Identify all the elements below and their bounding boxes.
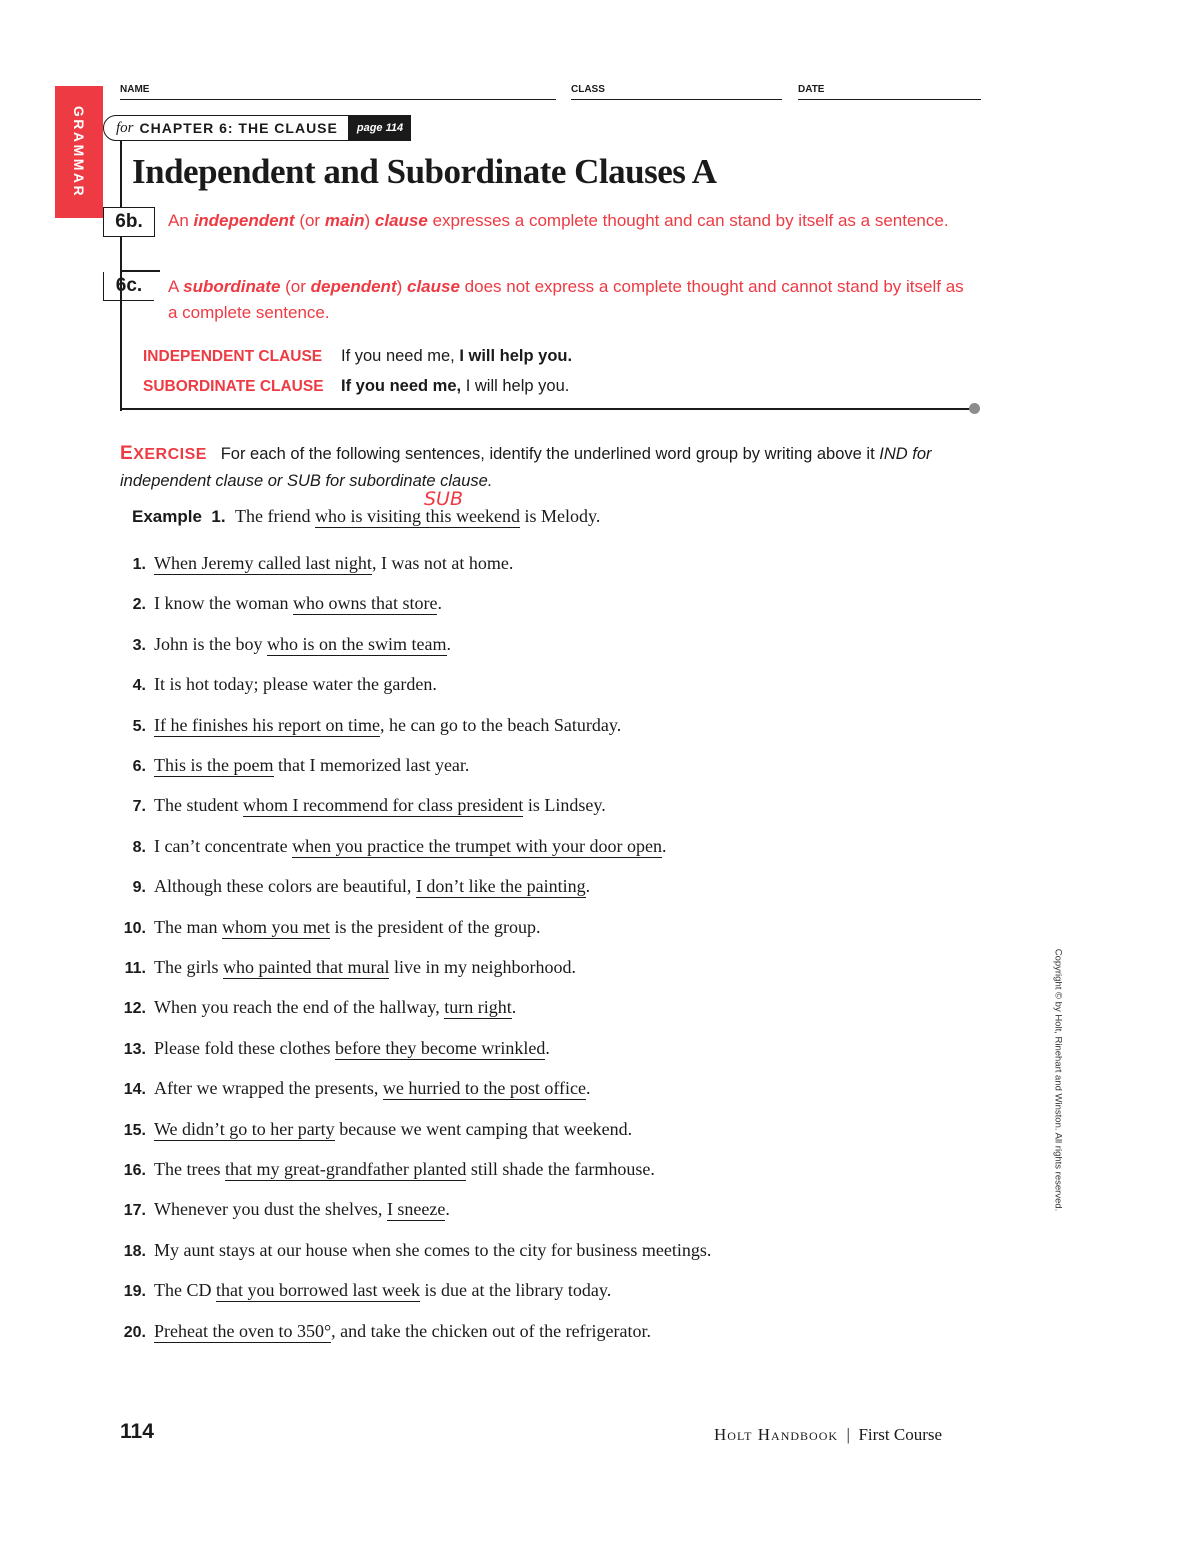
item-underlined-clause: Preheat the oven to 350°	[154, 1320, 332, 1341]
item-text-after: .	[545, 1037, 550, 1058]
item-text-after: still shade the farmhouse.	[466, 1159, 655, 1179]
exercise-item	[110, 1159, 810, 1180]
item-number: 4.	[132, 677, 146, 695]
item-number: 5.	[132, 717, 146, 735]
exercise-item	[110, 1038, 810, 1059]
exercise-item	[110, 1280, 810, 1301]
exercise-item	[110, 957, 810, 978]
item-text-after: is the president of the group.	[329, 916, 541, 937]
item-text-after: .	[445, 1199, 450, 1220]
example-answer-handwritten: SUB	[424, 488, 464, 510]
exercise-item	[110, 795, 810, 816]
item-underlined-clause: who is on the swim team	[267, 633, 447, 654]
item-text-before: It is hot today; please water the garden.	[154, 674, 437, 695]
exercise-item	[110, 1321, 810, 1342]
exercise-item	[110, 1078, 810, 1099]
rule-tag-6c: 6c.	[103, 272, 154, 301]
item-text-after: .	[437, 593, 442, 614]
chapter-page: page 114	[349, 115, 411, 141]
item-text-after: .	[585, 876, 591, 897]
exercise-item	[110, 917, 810, 938]
item-text-after: is due at the library today.	[419, 1280, 612, 1301]
item-text-after: , and take the chicken out of the refrigerator.	[331, 1320, 652, 1341]
item-underlined-clause: when you practice the trumpet with your door open	[292, 835, 662, 856]
item-text-after: is Lindsey.	[523, 795, 606, 816]
rule-tag-6b: 6b.	[103, 207, 155, 237]
item-underlined-clause: This is the poem	[154, 755, 274, 775]
exercise-heading: EXERCISE	[120, 443, 207, 464]
item-underlined-clause: who owns that store	[292, 593, 438, 614]
independent-clause-label: INDEPENDENT CLAUSE	[143, 348, 323, 365]
item-underlined-clause: If he finishes his report on time	[154, 714, 380, 735]
item-text-after: because we went camping that weekend.	[334, 1118, 633, 1139]
independent-clause-example: If you need me, I will help you.	[341, 347, 573, 365]
rule-6c-text: A subordinate (or dependent) clause does not express a complete thought and cannot stand by itself as a complete sentence.	[168, 277, 964, 322]
exercise-item	[110, 1240, 810, 1261]
class-label: CLASS	[571, 84, 605, 95]
item-number: 18.	[123, 1242, 146, 1260]
item-text-before: The CD	[154, 1280, 216, 1301]
exercise-item	[110, 593, 810, 614]
copyright-notice: Copyright © by Holt, Rinehart and Winston. All rights reserved.	[1052, 948, 1064, 1212]
item-underlined-clause: whom I recommend for class president	[242, 795, 524, 816]
chapter-title: CHAPTER 6: THE CLAUSE	[139, 120, 338, 136]
item-number: 15.	[123, 1121, 146, 1139]
item-text-before: The girls	[154, 957, 223, 977]
item-text-before: I know the woman	[154, 593, 293, 614]
chapter-for: for	[116, 119, 134, 136]
example-sentence: Example 1. The friend who is visiting this weekend is Melody.	[132, 506, 601, 526]
item-number: 11.	[124, 960, 146, 977]
item-text-after: .	[662, 835, 667, 856]
item-underlined-clause: that you borrowed last week	[216, 1280, 420, 1301]
book-title: Holt Handbook | First Course	[714, 1425, 943, 1444]
item-number: 16.	[123, 1162, 146, 1179]
item-underlined-clause: When Jeremy called last night	[154, 553, 372, 573]
item-number: 13.	[123, 1040, 146, 1058]
exercise-item	[110, 674, 810, 695]
item-number: 7.	[132, 798, 146, 816]
item-text-after: .	[586, 1078, 591, 1099]
exercise-item	[110, 997, 810, 1018]
item-text-after: .	[446, 633, 451, 654]
exercise-item	[110, 715, 810, 736]
item-number: 19.	[123, 1283, 146, 1301]
rule-6b-text: An independent (or main) clause expresses a complete thought and can stand by itself as a sentence.	[168, 211, 949, 230]
page-title: Independent and Subordinate Clauses A	[132, 152, 717, 191]
item-number: 17.	[123, 1202, 146, 1220]
item-underlined-clause: whom you met	[221, 916, 330, 937]
page-number: 114	[120, 1420, 154, 1443]
chapter-reference	[103, 115, 411, 141]
exercise-item	[110, 755, 810, 776]
date-line	[798, 99, 981, 100]
item-text-before: The student	[154, 795, 243, 816]
item-text-before: I can’t concentrate	[154, 835, 293, 856]
item-underlined-clause: before they become wrinkled	[334, 1037, 546, 1058]
item-underlined-clause: I sneeze	[386, 1199, 446, 1220]
name-label: NAME	[120, 84, 150, 95]
item-number: 12.	[123, 1000, 146, 1018]
item-text-after: , I was not at home.	[371, 553, 514, 573]
rule-box-bottom-line	[120, 408, 972, 410]
item-number: 10.	[123, 919, 146, 937]
exercise-item	[110, 876, 810, 897]
exercise-item	[110, 836, 810, 857]
date-label: DATE	[798, 84, 825, 95]
class-line	[571, 99, 782, 100]
name-line	[120, 99, 556, 100]
exercise-item	[110, 553, 810, 574]
item-text-before: Although these colors are beautiful,	[154, 876, 416, 897]
item-underlined-clause: turn right	[444, 997, 512, 1018]
rule-line-end-dot	[969, 403, 980, 414]
item-text-after: .	[511, 997, 517, 1018]
item-text-before: When you reach the end of the hallway,	[154, 997, 445, 1018]
item-text-before: After we wrapped the presents,	[154, 1078, 383, 1099]
grammar-side-tab	[55, 86, 103, 218]
item-number: 14.	[123, 1081, 146, 1099]
item-text-before: The trees	[154, 1159, 225, 1179]
item-text-before: Please fold these clothes	[154, 1037, 335, 1058]
item-underlined-clause: that my great-grandfather planted	[224, 1159, 467, 1179]
item-underlined-clause: I don’t like the painting	[415, 876, 586, 897]
subordinate-clause-label: SUBORDINATE CLAUSE	[143, 378, 324, 395]
item-number: 3.	[132, 636, 146, 654]
item-number: 20.	[123, 1323, 146, 1341]
item-number: 6.	[132, 758, 146, 775]
item-underlined-clause: we hurried to the post office	[382, 1078, 587, 1099]
exercise-item	[110, 634, 810, 655]
item-number: 8.	[132, 838, 146, 856]
item-text-before: John is the boy	[154, 633, 268, 654]
item-text-before: Whenever you dust the shelves,	[154, 1199, 387, 1220]
exercise-instructions: EXERCISE For each of the following sentences, identify the underlined word group by writing above it IND for independent clause or SUB for subordinate clause.	[120, 443, 932, 490]
grammar-tab-label: GRAMMAR	[71, 105, 87, 199]
item-text-after: , he can go to the beach Saturday.	[379, 714, 622, 735]
item-text-after: live in my neighborhood.	[389, 957, 576, 977]
item-text-before: The man	[154, 916, 222, 937]
chapter-name	[103, 115, 349, 141]
subordinate-clause-example: If you need me, I will help you.	[341, 377, 570, 395]
item-number: 1.	[132, 556, 146, 573]
item-number: 9.	[132, 879, 146, 897]
item-underlined-clause: who painted that mural	[223, 957, 390, 977]
exercise-item	[110, 1119, 810, 1140]
item-text-after: that I memorized last year.	[273, 755, 470, 775]
item-underlined-clause: We didn’t go to her party	[154, 1118, 335, 1139]
item-number: 2.	[132, 596, 146, 614]
item-text-before: My aunt stays at our house when she comes to the city for business meetings.	[154, 1239, 712, 1260]
exercise-item	[110, 1199, 810, 1220]
